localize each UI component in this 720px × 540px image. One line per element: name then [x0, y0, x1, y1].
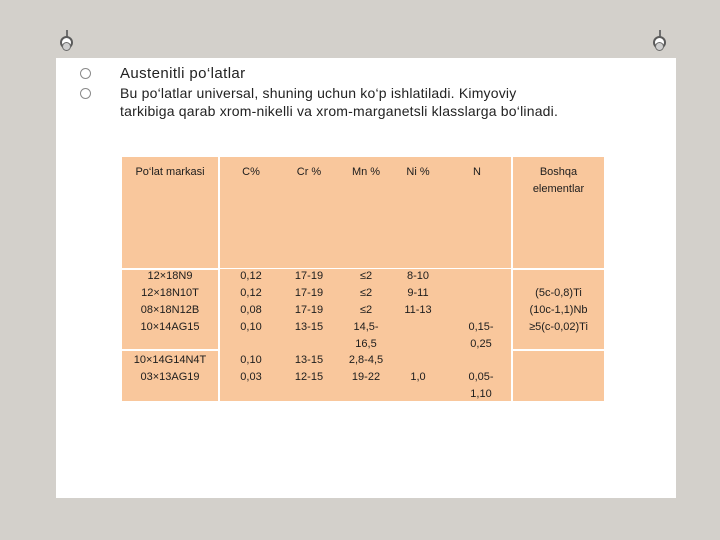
bullet-text-1: Austenitli po‘latlar [120, 65, 246, 82]
table-cell-mn: ≤2 [359, 304, 373, 316]
table-cell-boshqa: (10c-1,1)Nb [529, 304, 588, 316]
table-cell-cr: 12-15 [294, 371, 324, 383]
bullet-circle-icon [80, 88, 91, 99]
binder-hole-right [655, 42, 664, 51]
bullet-text-2 [120, 84, 558, 120]
table-cell-cr: 13-15 [294, 354, 324, 366]
table-cell-ni: 9-11 [407, 287, 429, 299]
bullet-circle-icon [80, 68, 91, 79]
table-cell-cr: 17-19 [294, 304, 324, 316]
table-cell-cr: 17-19 [294, 270, 324, 282]
table-cell-ni: 8-10 [406, 270, 430, 282]
header-n: N [473, 166, 481, 178]
table-cell-n: 0,05- [468, 371, 494, 383]
table-cell-cr: 13-15 [294, 321, 324, 333]
header-c-percent: C% [242, 166, 260, 178]
steel-composition-table [122, 157, 604, 401]
table-cell-markasi: 08×18N12B [140, 304, 200, 316]
table-row-divider [513, 268, 604, 270]
table-cell-mn: 16,5 [355, 338, 377, 350]
table-row-divider [122, 349, 218, 351]
table-cell-n: 1,10 [470, 388, 492, 400]
table-cell-c: 0,10 [240, 354, 262, 366]
table-cell-c: 0,10 [240, 321, 262, 333]
binder-hole-left [62, 42, 71, 51]
header-polat-markasi: Po‘lat markasi [135, 166, 205, 178]
bullet-list [80, 64, 670, 121]
table-cell-n: 0,25 [470, 338, 492, 350]
table-cell-c: 0,12 [240, 270, 262, 282]
bullet-item-2 [80, 84, 670, 120]
table-cell-mn: 14,5- [353, 321, 379, 333]
bullet-text-2-line-2: tarkibiga qarab xrom-nikelli va xrom-marganetsli klasslarga bo‘linadi. [120, 103, 559, 119]
table-cell-markasi: 10×14AG15 [140, 321, 200, 333]
table-cell-mn: 19-22 [351, 371, 381, 383]
table-cell-n: 0,15- [468, 321, 494, 333]
table-cell-c: 0,03 [240, 371, 262, 383]
table-cell-c: 0,12 [240, 287, 262, 299]
table-cell-ni: 1,0 [410, 371, 426, 383]
table-cell-markasi: 03×13AG19 [140, 371, 200, 383]
table-cell-boshqa: (5c-0,8)Ti [535, 287, 582, 299]
bullet-item-1 [80, 64, 670, 83]
header-cr-percent: Cr % [296, 166, 322, 178]
table-cell-c: 0,08 [240, 304, 262, 316]
table-cell-markasi: 10×14G14N4T [133, 354, 207, 366]
table-cell-ni: 11-13 [404, 304, 432, 316]
bullet-text-2-line-1: Bu po‘latlar universal, shuning uchun ko‘p ishlatiladi. Kimyoviy [120, 85, 517, 101]
table-row-divider [513, 349, 604, 351]
table-cell-boshqa: ≥5(c-0,02)Ti [529, 321, 588, 333]
table-cell-markasi: 12×18N10T [141, 287, 199, 299]
header-boshqa-elementlar: Boshqa elementlar [532, 166, 585, 195]
table-cell-mn: ≤2 [359, 270, 373, 282]
header-mn-percent: Mn % [351, 166, 381, 178]
table-cell-mn: ≤2 [359, 287, 373, 299]
header-ni-percent: Ni % [406, 166, 430, 178]
table-cell-mn: 2,8-4,5 [348, 354, 384, 366]
table-cell-cr: 17-19 [294, 287, 324, 299]
table-cell-markasi: 12×18N9 [147, 270, 193, 282]
